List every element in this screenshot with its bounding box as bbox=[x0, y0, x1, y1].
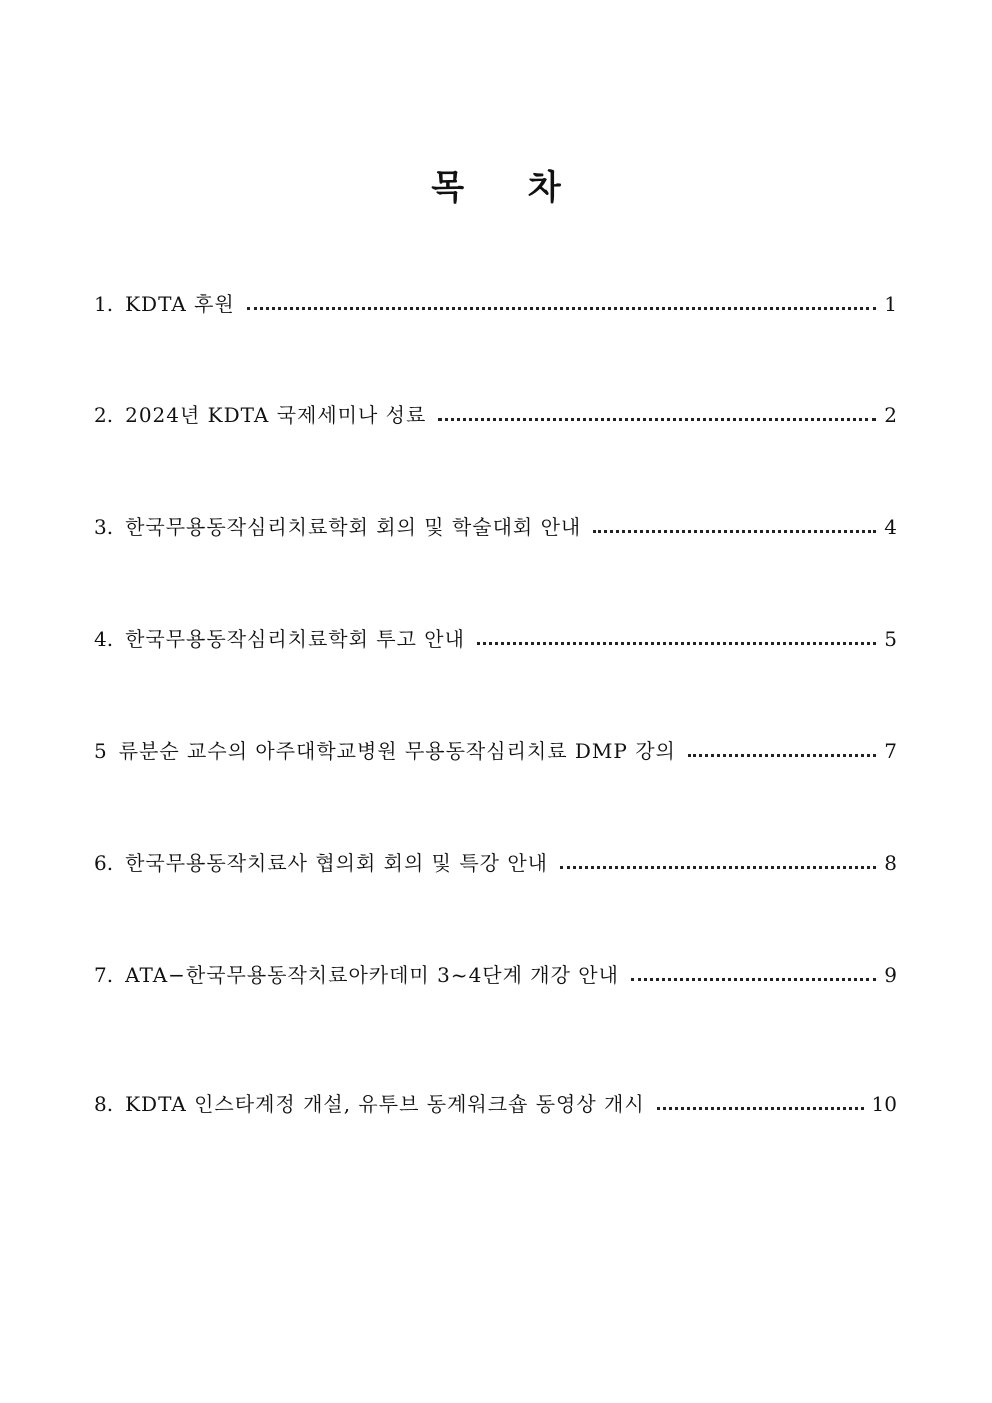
toc-entry-2[interactable] bbox=[94, 400, 897, 430]
toc-entry-page: 5 bbox=[884, 627, 897, 651]
toc-entry-number: 1. bbox=[94, 292, 114, 316]
toc-entry-number: 4. bbox=[94, 627, 114, 651]
toc-entry-number: 8. bbox=[94, 1092, 114, 1116]
toc-entry-7[interactable] bbox=[94, 960, 897, 990]
dot-leader bbox=[688, 752, 876, 757]
toc-entry-3[interactable] bbox=[94, 512, 897, 542]
toc-entry-page: 7 bbox=[884, 739, 897, 763]
toc-entry-number: 2. bbox=[94, 403, 114, 427]
toc-entry-page: 9 bbox=[884, 963, 897, 987]
dot-leader bbox=[593, 528, 876, 533]
toc-entry-8[interactable] bbox=[94, 1089, 897, 1119]
toc-entry-label: 2024년 KDTA 국제세미나 성료 bbox=[125, 403, 427, 427]
toc-entry-number: 5 bbox=[94, 739, 107, 763]
toc-entry-number: 6. bbox=[94, 851, 114, 875]
toc-entry-number: 3. bbox=[94, 515, 114, 539]
toc-entry-page: 10 bbox=[871, 1092, 897, 1116]
toc-entry-label: 류분순 교수의 아주대학교병원 무용동작심리치료 DMP 강의 bbox=[118, 739, 676, 763]
toc-entry-label: 한국무용동작심리치료학회 회의 및 학술대회 안내 bbox=[125, 515, 582, 539]
toc-entry-page: 2 bbox=[884, 403, 897, 427]
toc-entry-5[interactable] bbox=[94, 736, 897, 766]
dot-leader bbox=[477, 640, 876, 645]
toc-entry-page: 1 bbox=[884, 292, 897, 316]
toc-entry-page: 4 bbox=[884, 515, 897, 539]
page-title: 목 차 bbox=[431, 168, 587, 208]
toc-entry-label: KDTA 후원 bbox=[125, 292, 235, 316]
toc-entry-label: KDTA 인스타계정 개설, 유투브 동계워크숍 동영상 개시 bbox=[125, 1092, 645, 1116]
toc-entry-label: ATA−한국무용동작치료아카데미 3~4단계 개강 안내 bbox=[125, 963, 619, 987]
dot-leader bbox=[560, 864, 876, 869]
toc-entry-1[interactable] bbox=[94, 289, 897, 319]
dot-leader bbox=[657, 1105, 864, 1110]
dot-leader bbox=[438, 416, 876, 421]
toc-entry-4[interactable] bbox=[94, 624, 897, 654]
dot-leader bbox=[247, 305, 877, 310]
toc-entry-label: 한국무용동작심리치료학회 투고 안내 bbox=[125, 627, 465, 651]
dot-leader bbox=[631, 976, 876, 981]
toc-entry-page: 8 bbox=[884, 851, 897, 875]
toc-entry-number: 7. bbox=[94, 963, 114, 987]
toc-entry-label: 한국무용동작치료사 협의회 회의 및 특강 안내 bbox=[125, 851, 548, 875]
toc-entry-6[interactable] bbox=[94, 848, 897, 878]
